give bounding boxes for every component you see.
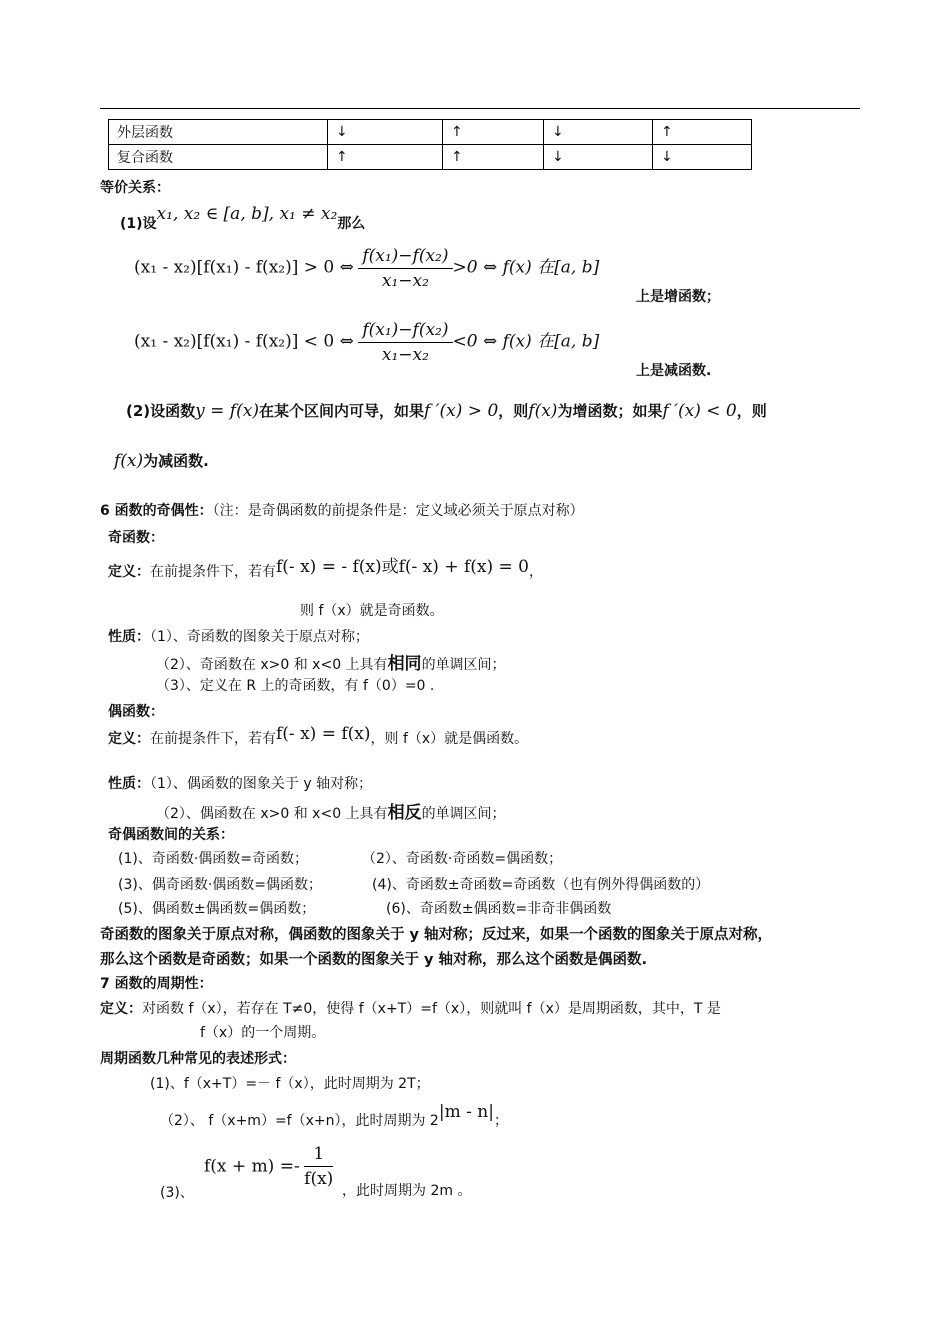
text: 的单调区间； (421, 657, 506, 673)
equiv-row2-left: (x₁ - x₂)[f(x₁) - f(x₂)] < 0 ⇔ (134, 331, 354, 352)
equiv-row1-fraction (358, 246, 452, 291)
relations-title: 奇偶函数间的关系： (108, 827, 234, 843)
period-fraction (304, 1144, 333, 1189)
parity-heading-note: （注：是奇偶函数的前提条件是：定义域必须关于原点对称） (212, 503, 584, 519)
period-form-2 (160, 1102, 508, 1130)
math-inline: f(- x) = - f(x)或f(- x) + f(x) = 0 (276, 557, 529, 577)
odd-title: 奇函数： (108, 530, 164, 546)
fraction-numerator: 1 (304, 1144, 333, 1167)
table-cell: ↓ (544, 145, 653, 170)
text: （1）、偶函数的图象关于 y 轴对称； (150, 776, 373, 792)
math-inline: f ′(x) > 0 (423, 401, 499, 421)
even-title: 偶函数： (108, 704, 164, 720)
table-cell: ↑ (443, 145, 544, 170)
text: 的单调区间； (421, 806, 506, 822)
period-form-3-label: (3)、 (160, 1185, 194, 1201)
fraction-numerator: f(x₁)−f(x₂) (358, 246, 452, 269)
text: ， (529, 564, 543, 580)
relation-3: (3)、偶奇函数·偶函数=偶函数； (118, 877, 323, 893)
emphasis: 相反 (387, 803, 422, 823)
parity-heading-title: 6 函数的奇偶性： (100, 503, 213, 519)
text: （2）、偶函数在 x>0 和 x<0 上具有 (156, 806, 388, 822)
text: ，则 (736, 402, 767, 420)
equiv-row2-right: <0 ⇔ f(x) 在[a, b] (452, 331, 600, 352)
equiv-row2-tail: 上是减函数. (636, 363, 712, 379)
relation-2: （2）、奇函数·奇函数=偶函数； (362, 851, 563, 867)
period-form-3-math (204, 1144, 333, 1189)
parity-heading (100, 500, 584, 520)
relation-1: (1)、奇函数·偶函数=奇函数； (118, 851, 309, 867)
text: （2）、 f（x+m）=f（x+n），此时周期为 2 (160, 1113, 439, 1129)
parity-summary-1: 奇函数的图象关于原点对称，偶函数的图象关于 y 轴对称；反过来，如果一个函数的图象关于原点对称， (100, 927, 773, 943)
period-form-3-tail: ，此时周期为 2m 。 (342, 1183, 472, 1199)
equiv-row2-fraction (358, 320, 452, 365)
math-inline: f ′(x) < 0 (662, 401, 737, 421)
property-label: 性质： (108, 776, 150, 792)
table-cell: ↓ (544, 120, 653, 145)
math-inline: f(x + m) =- (204, 1156, 300, 1177)
definition-label: 定义： (108, 731, 150, 747)
table-cell: 复合函数 (109, 145, 328, 170)
relation-6: (6)、奇函数±偶函数=非奇非偶函数 (386, 901, 612, 917)
text: ，则 (498, 402, 529, 420)
property-label: 性质： (108, 629, 150, 645)
period-heading: 7 函数的周期性： (100, 976, 213, 992)
odd-definition-then: 则 f（x）就是奇函数。 (300, 603, 444, 619)
equiv-row1 (134, 246, 599, 291)
fraction-denominator: x₁−x₂ (381, 271, 429, 291)
equiv-p1-math: x₁, x₂ ∈ [a, b], x₁ ≠ x₂ (156, 204, 338, 224)
table-cell: ↑ (328, 145, 443, 170)
even-property-1 (108, 773, 372, 793)
equiv-row1-tail: 上是增函数； (636, 289, 720, 305)
fraction-denominator: x₁−x₂ (381, 345, 429, 365)
math-inline: f(- x) = f(x) (276, 724, 371, 744)
equiv-p2-cont (114, 450, 209, 471)
table-cell: ↑ (653, 120, 752, 145)
odd-definition (108, 556, 543, 581)
text: (2)设函数 (126, 402, 196, 420)
emphasis: 相同 (387, 654, 422, 674)
odd-property-2 (156, 649, 506, 674)
table-cell: ↑ (443, 120, 544, 145)
equiv-row1-left: (x₁ - x₂)[f(x₁) - f(x₂)] > 0 ⇔ (134, 257, 354, 278)
header-rule (100, 108, 860, 109)
period-definition (100, 998, 721, 1018)
math-inline: f(x) (528, 401, 558, 421)
equiv-p1 (120, 204, 366, 233)
table-row (109, 120, 752, 145)
fraction-numerator: f(x₁)−f(x₂) (358, 320, 452, 343)
equiv-title: 等价关系： (100, 180, 170, 196)
relation-5: (5)、偶函数±偶函数=偶函数； (118, 901, 316, 917)
definition-label: 定义： (100, 1001, 142, 1017)
text: （2）、奇函数在 x>0 和 x<0 上具有 (156, 657, 388, 673)
fraction-denominator: f(x) (304, 1169, 334, 1189)
odd-property-1 (108, 626, 369, 646)
even-definition (108, 724, 529, 748)
text: 在某个区间内可导，如果 (258, 402, 424, 420)
text: （1）、奇函数的图象关于原点对称； (150, 629, 369, 645)
text: ，则 f（x）就是偶函数。 (370, 731, 529, 747)
parity-summary-2: 那么这个函数是奇函数；如果一个函数的图象关于 y 轴对称，那么这个函数是偶函数. (100, 952, 648, 968)
math-inline: |m - n| (438, 1102, 494, 1122)
table-cell: ↓ (653, 145, 752, 170)
text: 对函数 f（x），若存在 T≠0，使得 f（x+T）=f（x），则就叫 f（x）是周期函数，其中，T 是 (142, 1001, 721, 1017)
table-cell: 外层函数 (109, 120, 328, 145)
equiv-row1-right: >0 ⇔ f(x) 在[a, b] (452, 257, 600, 278)
period-forms-title: 周期函数几种常见的表述形式： (100, 1051, 296, 1067)
text: 在前提条件下，若有 (150, 564, 276, 580)
text: 为增函数；如果 (557, 402, 663, 420)
relation-4: (4)、奇函数±奇函数=奇函数（也有例外得偶函数的） (372, 877, 710, 893)
period-definition-cont: f（x）的一个周期。 (200, 1025, 326, 1041)
table-cell: ↓ (328, 120, 443, 145)
text: 在前提条件下，若有 (150, 731, 276, 747)
period-form-1: (1)、f（x+T）=－ f（x），此时周期为 2T； (150, 1076, 430, 1092)
equiv-p2 (126, 400, 767, 421)
text: 为减函数. (143, 452, 209, 470)
table-row (109, 145, 752, 170)
monotonicity-table (108, 119, 752, 170)
math-inline: f(x) (114, 451, 144, 471)
even-property-2 (156, 798, 506, 823)
equiv-row2 (134, 320, 599, 365)
text: ； (493, 1113, 508, 1129)
equiv-p1-suffix: 那么 (337, 216, 366, 232)
definition-label: 定义： (108, 564, 150, 580)
math-inline: y = f(x) (195, 401, 259, 421)
odd-property-3: （3）、定义在 R 上的奇函数，有 f（0）=0 . (156, 678, 435, 694)
equiv-p1-prefix: (1)设 (120, 216, 157, 232)
